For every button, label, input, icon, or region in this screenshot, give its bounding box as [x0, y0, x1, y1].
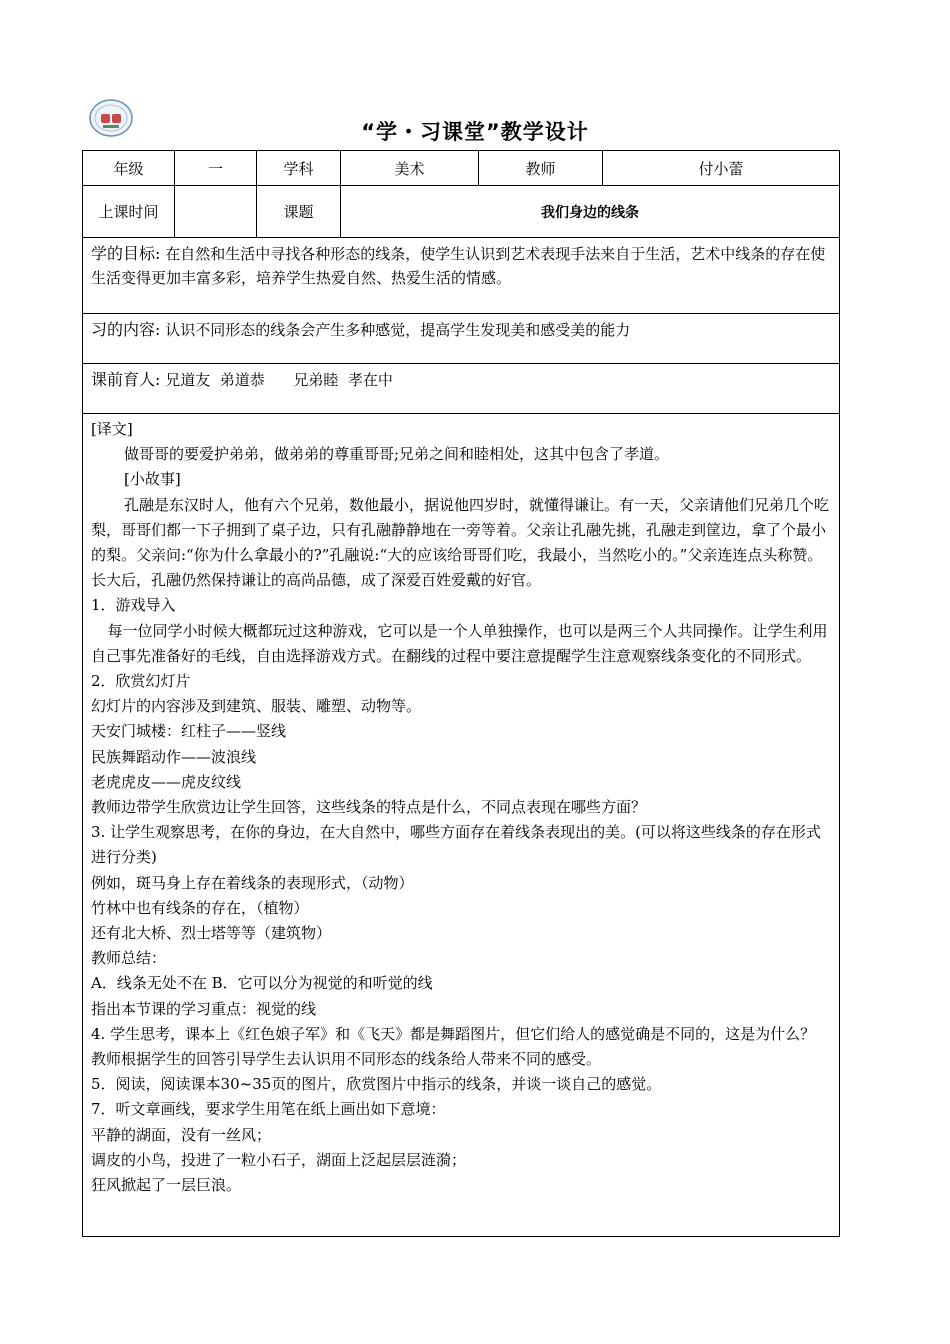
teacher-value: 付小蕾 [603, 151, 840, 186]
body-paragraph: 每一位同学小时候大概都玩过这种游戏，它可以是一个人单独操作，也可以是两三个人共同操作。让学生利用自己事先准备好的毛线，自由选择游戏方式。在翻线的过程中要注意提醒学生注意观察线条变化的不同形式。 [91, 621, 828, 665]
teacher-label: 教师 [479, 151, 603, 186]
body-paragraph: 教师边带学生欣赏边让学生回答，这些线条的特点是什么，不同点表现在哪些方面？ [91, 798, 647, 817]
body-paragraph: 老虎虎皮——虎皮纹线 [91, 772, 242, 791]
body-row [83, 414, 840, 1237]
goals-label: 学的目标: [91, 244, 161, 263]
header-row-1 [83, 151, 840, 186]
body-paragraph: A．线条无处不在 B．它可以分为视觉的和听觉的线 [91, 974, 433, 993]
topic-value: 我们身边的线条 [341, 186, 840, 238]
goals-row [83, 238, 840, 314]
body-paragraph: 平静的湖面，没有一丝风； [91, 1125, 272, 1144]
time-label: 上课时间 [83, 186, 175, 238]
grade-value: 一 [175, 151, 257, 186]
body-paragraph: 狂风掀起了一层巨浪。 [91, 1176, 242, 1195]
body-paragraph: [小故事] [124, 470, 181, 489]
lesson-body [83, 414, 840, 1237]
moral-text: 兄道友 弟道恭 兄弟睦 孝在中 [165, 371, 393, 389]
body-paragraph: 7．听文章画线，要求学生用笔在纸上画出如下意境： [91, 1100, 446, 1119]
body-paragraph: 竹林中也有线条的存在，（植物） [91, 898, 309, 917]
body-paragraph: 4. 学生思考，课本上《红色娘子军》和《飞天》都是舞蹈图片，但它们给人的感觉确是不同的，这是为什么？ [91, 1024, 816, 1043]
body-paragraph: [译文] [91, 420, 133, 438]
time-value [175, 186, 257, 238]
content-text: 认识不同形态的线条会产生多种感觉，提高学生发现美和感受美的能力 [165, 321, 631, 339]
subject-label: 学科 [257, 151, 341, 186]
body-paragraph: 指出本节课的学习重点：视觉的线 [91, 999, 317, 1018]
body-paragraph: 孔融是东汉时人，他有六个兄弟，数他最小，据说他四岁时，就懂得谦让。有一天，父亲请他们兄弟几个吃梨，哥哥们都一下子拥到了桌子边，只有孔融静静地在一旁等着。父亲让孔融先挑，孔融走到筐边，拿了个最小的梨。父亲问:“你为什么拿最小的?”孔融说:“大的应该给哥哥们吃，我最小，当然吃小的。”父亲连连点头称赞。长大后，孔融仍然保持谦让的高尚品德，成了深爱百姓爱戴的好官。 [91, 495, 830, 590]
body-paragraph: 幻灯片的内容涉及到建筑、服装、雕塑、动物等。 [91, 697, 422, 716]
content-cell [83, 314, 840, 364]
body-paragraph: 天安门城楼：红柱子——竖线 [91, 722, 287, 741]
body-paragraph: 教师根据学生的回答引导学生去认识用不同形态的线条给人带来不同的感受。 [91, 1050, 602, 1069]
body-paragraph: 做哥哥的要爱护弟弟，做弟弟的尊重哥哥;兄弟之间和睦相处，这其中包含了孝道。 [124, 445, 670, 464]
subject-value: 美术 [341, 151, 479, 186]
body-paragraph: 还有北大桥、烈士塔等等（建筑物） [91, 924, 332, 943]
body-paragraph: 5．阅读，阅读课本30~35页的图片，欣赏图片中指示的线条，并谈一谈自己的感觉。 [91, 1075, 662, 1094]
body-paragraph: 教师总结： [91, 949, 167, 968]
moral-cell [83, 364, 840, 414]
topic-label: 课题 [257, 186, 341, 238]
grade-label: 年级 [83, 151, 175, 186]
body-paragraph: 2．欣赏幻灯片 [91, 672, 191, 691]
body-paragraph: 1．游戏导入 [91, 596, 176, 615]
content-label: 习的内容: [91, 320, 161, 339]
body-paragraph: 例如，斑马身上存在着线条的表现形式，（动物） [91, 873, 414, 892]
goals-cell [83, 238, 840, 314]
goals-text: 在自然和生活中寻找各种形态的线条，使学生认识到艺术表现手法来自于生活，艺术中线条的存在使生活变得更加丰富多彩，培养学生热爱自然、热爱生活的情感。 [91, 245, 826, 287]
header-row-2 [83, 186, 840, 238]
moral-label: 课前育人: [91, 370, 161, 389]
body-paragraph: 民族舞蹈动作——波浪线 [91, 747, 257, 766]
body-paragraph: 调皮的小鸟，投进了一粒小石子，湖面上泛起层层涟漪； [91, 1150, 467, 1169]
lesson-plan-table [82, 150, 840, 1237]
content-row [83, 314, 840, 364]
page-title: “学・习课堂”教学设计 [361, 120, 589, 144]
body-paragraph: 3. 让学生观察思考，在你的身边，在大自然中，哪些方面存在着线条表现出的美。(可以将这些线条的存在形式进行分类) [91, 823, 821, 867]
moral-row [83, 364, 840, 414]
